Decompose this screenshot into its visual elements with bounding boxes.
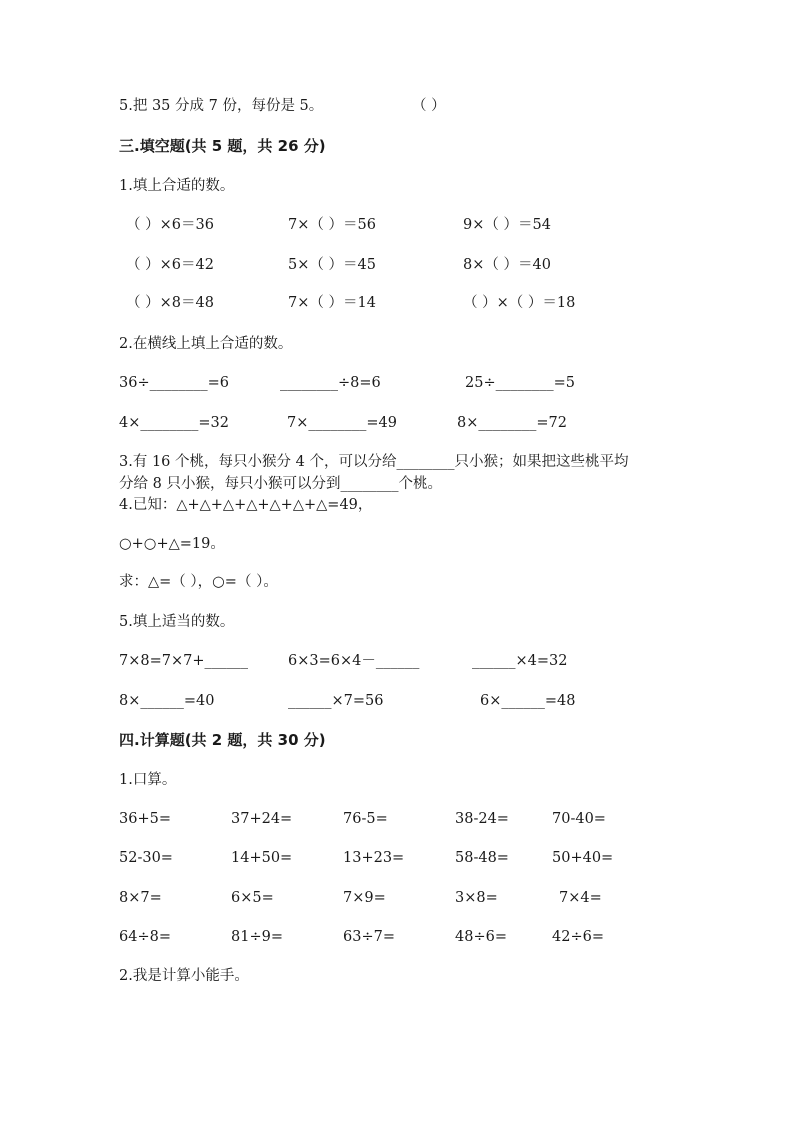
s4-q1-title: 1.口算。 xyxy=(119,772,177,788)
s3-q2-cell: 25÷________=5 xyxy=(465,375,575,391)
s3-q2-cell: 36÷________=6 xyxy=(119,375,229,391)
s3-q1-cell: 7×（ ）＝14 xyxy=(288,295,376,311)
oral-calc-cell: 76-5= xyxy=(343,811,388,827)
oral-calc-cell: 81÷9= xyxy=(231,929,283,945)
s3-q2-cell: 7×________=49 xyxy=(287,415,397,431)
oral-calc-cell: 38-24= xyxy=(455,811,509,827)
s3-q2-cell: ________÷8=6 xyxy=(280,375,381,391)
oral-calc-cell: 6×5= xyxy=(231,890,274,906)
s3-q3-line-1: 3.有 16 个桃，每只小猴分 4 个，可以分给________只小猴；如果把这些桃平均 xyxy=(119,454,629,470)
s3-q5-cell: 7×8=7×7+______ xyxy=(119,653,248,669)
oral-calc-cell: 7×9= xyxy=(343,890,386,906)
question-5-statement: 5.把 35 分成 7 份，每份是 5。 xyxy=(119,98,324,114)
s3-q4-line-2: ○+○+△=19。 xyxy=(119,536,225,552)
s3-q5-cell: 8×______=40 xyxy=(119,693,215,709)
oral-calc-cell: 7×4= xyxy=(559,890,602,906)
oral-calc-cell: 8×7= xyxy=(119,890,162,906)
oral-calc-cell: 50+40= xyxy=(552,850,614,866)
s3-q2-title: 2.在横线上填上合适的数。 xyxy=(119,336,293,352)
s3-q1-cell: 9×（ ）＝54 xyxy=(463,217,551,233)
oral-calc-cell: 14+50= xyxy=(231,850,293,866)
s4-q2-title: 2.我是计算小能手。 xyxy=(119,968,249,984)
s3-q3-line-2: 分给 8 只小猴，每只小猴可以分到________个桃。 xyxy=(119,476,442,492)
s3-q5-cell: 6×______=48 xyxy=(480,693,576,709)
oral-calc-cell: 42÷6= xyxy=(552,929,604,945)
s3-q1-cell: （ ）×6＝36 xyxy=(126,217,214,233)
oral-calc-cell: 58-48= xyxy=(455,850,509,866)
s3-q1-cell: 5×（ ）＝45 xyxy=(288,257,376,273)
s3-q5-cell: ______×7=56 xyxy=(288,693,384,709)
oral-calc-cell: 70-40= xyxy=(552,811,606,827)
s3-q1-cell: （ ）×（ ）＝18 xyxy=(463,295,576,311)
oral-calc-cell: 64÷8= xyxy=(119,929,171,945)
s3-q5-cell: 6×3=6×4－______ xyxy=(288,653,420,669)
oral-calc-cell: 63÷7= xyxy=(343,929,395,945)
s3-q4-line-3: 求：△=（ ），○=（ ）。 xyxy=(119,574,278,590)
s3-q4-line-1: 4.已知：△+△+△+△+△+△+△=49， xyxy=(119,497,373,513)
oral-calc-cell: 37+24= xyxy=(231,811,293,827)
oral-calc-cell: 52-30= xyxy=(119,850,173,866)
oral-calc-cell: 36+5= xyxy=(119,811,171,827)
oral-calc-cell: 13+23= xyxy=(343,850,405,866)
section-4-heading: 四.计算题(共 2 题，共 30 分) xyxy=(119,731,326,749)
s3-q5-cell: ______×4=32 xyxy=(472,653,568,669)
oral-calc-cell: 48÷6= xyxy=(455,929,507,945)
s3-q2-cell: 8×________=72 xyxy=(457,415,567,431)
s3-q1-cell: （ ）×6＝42 xyxy=(126,257,214,273)
s3-q1-cell: 7×（ ）＝56 xyxy=(288,217,376,233)
answer-parentheses: （ ） xyxy=(412,98,446,114)
s3-q2-cell: 4×________=32 xyxy=(119,415,229,431)
s3-q1-title: 1.填上合适的数。 xyxy=(119,178,235,194)
s3-q1-cell: 8×（ ）＝40 xyxy=(463,257,551,273)
s3-q1-cell: （ ）×8＝48 xyxy=(126,295,214,311)
s3-q5-title: 5.填上适当的数。 xyxy=(119,614,235,630)
oral-calc-cell: 3×8= xyxy=(455,890,498,906)
section-3-heading: 三.填空题(共 5 题，共 26 分) xyxy=(119,137,326,155)
